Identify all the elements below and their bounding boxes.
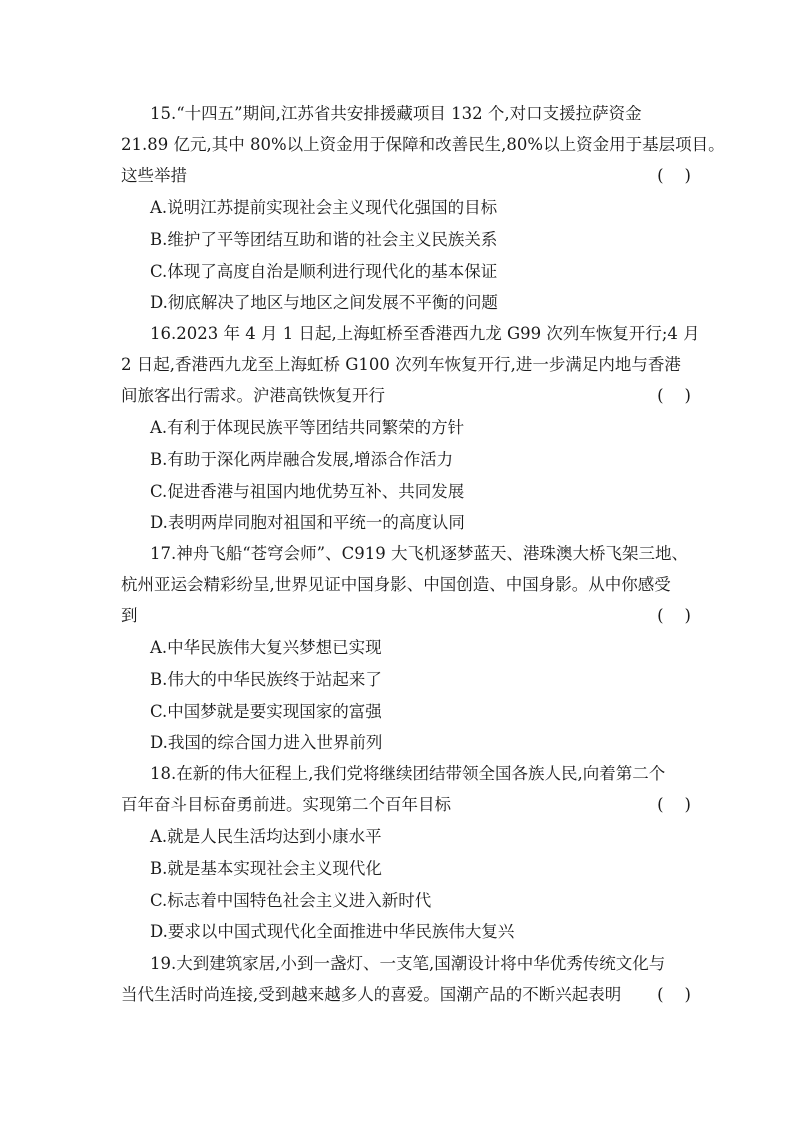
question-17-line-1: 17.神舟飞船“苍穹会师”、C919 大飞机逐梦蓝天、港珠澳大桥飞架三地、 [150,544,688,563]
question-17-option-a: A.中华民族伟大复兴梦想已实现 [150,638,382,657]
question-16-option-c: C.促进香港与祖国内地优势互补、共同发展 [150,482,465,501]
question-16-line-1: 16.2023 年 4 月 1 日起,上海虹桥至香港西九龙 G99 次列车恢复开行;4 月 [150,324,700,343]
question-16-line-3 [121,384,691,408]
question-19-line-1: 19.大到建筑家居,小到一盏灯、一支笔,国潮设计将中华优秀传统文化与 [150,954,666,973]
answer-bracket-17: ( ) [657,606,691,625]
question-18-option-d: D.要求以中国式现代化全面推进中华民族伟大复兴 [150,922,515,941]
question-16-option-d: D.表明两岸同胞对祖国和平统一的高度认同 [150,513,465,532]
question-17-line-3 [121,604,691,628]
answer-bracket-16: ( ) [657,386,691,405]
question-15-stem-tail: 这些举措 [121,166,187,185]
question-15-option-a: A.说明江苏提前实现社会主义现代化强国的目标 [150,198,498,217]
answer-bracket-19: ( ) [657,985,691,1004]
question-16-option-a: A.有利于体现民族平等团结共同繁荣的方针 [150,418,465,437]
question-15-line-2: 21.89 亿元,其中 80%以上资金用于保障和改善民生,80%以上资金用于基层项目。 [121,135,725,154]
question-19-line-2 [121,983,691,1007]
question-19-stem-tail: 当代生活时尚连接,受到越来越多人的喜爱。国潮产品的不断兴起表明 [121,985,622,1004]
question-15-option-b: B.维护了平等团结互助和谐的社会主义民族关系 [150,230,498,249]
question-18-option-b: B.就是基本实现社会主义现代化 [150,859,382,878]
question-17-line-2: 杭州亚运会精彩纷呈,世界见证中国身影、中国创造、中国身影。从中你感受 [121,575,671,594]
question-17-option-d: D.我国的综合国力进入世界前列 [150,733,383,752]
question-17-stem-tail: 到 [121,606,138,625]
question-15-line-3 [121,164,691,188]
answer-bracket-18: ( ) [657,795,691,814]
question-15-line-1: 15.“十四五”期间,江苏省共安排援藏项目 132 个,对口支援拉萨资金 [150,104,642,123]
question-16-stem-tail: 间旅客出行需求。沪港高铁恢复开行 [121,386,385,405]
question-18-line-2 [121,793,691,817]
question-18-line-1: 18.在新的伟大征程上,我们党将继续团结带领全国各族人民,向着第二个 [150,764,666,783]
question-17-option-c: C.中国梦就是要实现国家的富强 [150,702,382,721]
answer-bracket-15: ( ) [657,166,691,185]
question-16-option-b: B.有助于深化两岸融合发展,增添合作活力 [150,450,454,469]
question-18-option-a: A.就是人民生活均达到小康水平 [150,827,382,846]
question-18-option-c: C.标志着中国特色社会主义进入新时代 [150,891,432,910]
question-15-option-c: C.体现了高度自治是顺利进行现代化的基本保证 [150,262,498,281]
question-15-option-d: D.彻底解决了地区与地区之间发展不平衡的问题 [150,293,498,312]
question-16-line-2: 2 日起,香港西九龙至上海虹桥 G100 次列车恢复开行,进一步满足内地与香港 [121,355,681,374]
question-18-stem-tail: 百年奋斗目标奋勇前进。实现第二个百年目标 [121,795,451,814]
question-17-option-b: B.伟大的中华民族终于站起来了 [150,670,382,689]
